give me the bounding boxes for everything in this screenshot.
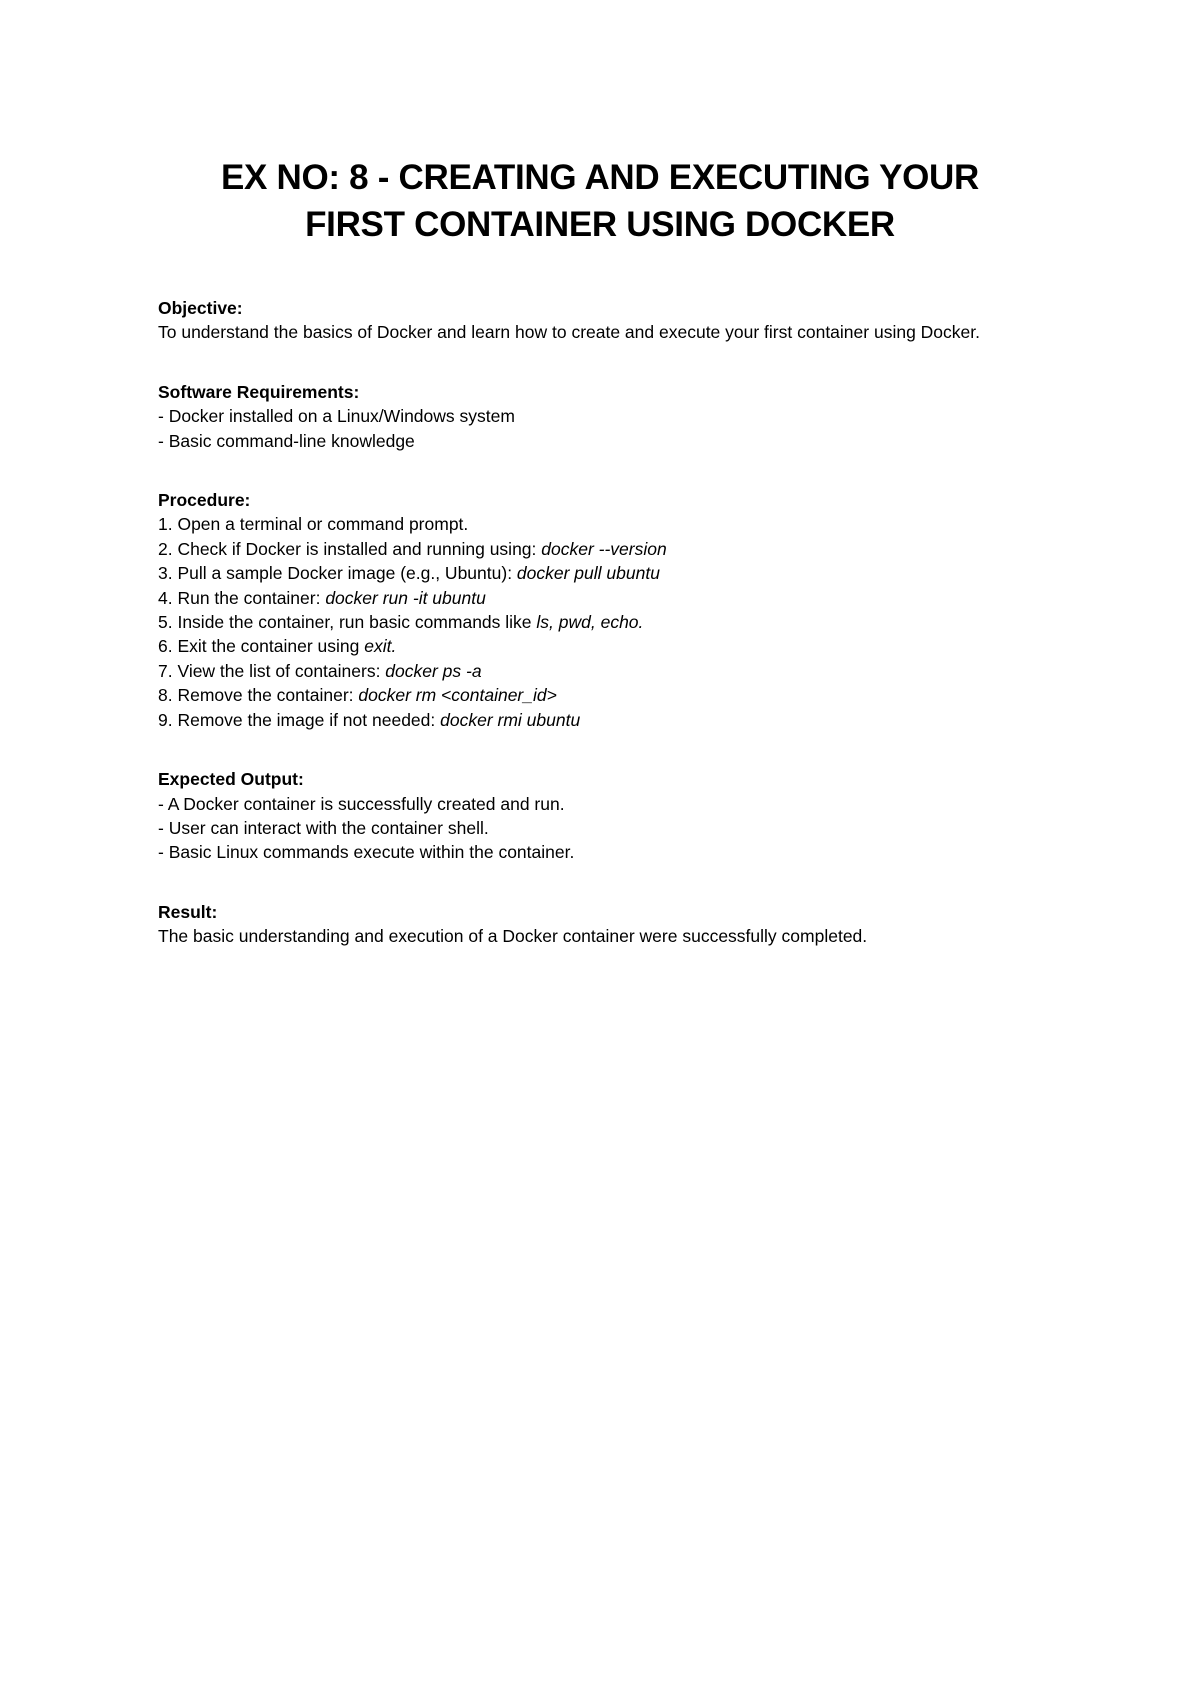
procedure-step-command: ls, pwd, echo. xyxy=(536,612,644,633)
expected-output-section xyxy=(158,767,1058,865)
software-requirement-item: - Basic command-line knowledge xyxy=(158,430,415,451)
software-requirements-heading: Software Requirements: xyxy=(158,381,360,402)
expected-output-item: - User can interact with the container shell. xyxy=(158,817,489,838)
procedure-step-text: 8. Remove the container: xyxy=(158,685,359,706)
procedure-step-text: 4. Run the container: xyxy=(158,587,326,608)
title-line-2: FIRST CONTAINER USING DOCKER xyxy=(305,205,895,244)
procedure-step-command: docker pull ubuntu xyxy=(516,563,660,584)
procedure-step-command: docker run -it ubuntu xyxy=(325,587,486,608)
objective-text: To understand the basics of Docker and learn how to create and execute your first container using Docker. xyxy=(158,322,980,343)
software-requirement-item: - Docker installed on a Linux/Windows system xyxy=(158,406,515,427)
procedure-step xyxy=(158,537,1058,561)
software-requirements-section xyxy=(158,380,1058,453)
objective-heading: Objective: xyxy=(158,298,243,318)
procedure-step xyxy=(158,634,1058,658)
procedure-step-command: docker rmi ubuntu xyxy=(440,709,581,730)
result-heading: Result: xyxy=(158,901,218,922)
procedure-step xyxy=(158,683,1058,707)
procedure-step xyxy=(158,659,1058,683)
expected-output-item: - Basic Linux commands execute within the container. xyxy=(158,842,575,863)
expected-output-item: - A Docker container is successfully created and run. xyxy=(158,793,565,814)
procedure-step xyxy=(158,561,1058,585)
procedure-step-text: 2. Check if Docker is installed and running using: xyxy=(158,538,542,559)
result-section xyxy=(158,900,1058,949)
result-text: The basic understanding and execution of a Docker container were successfully completed. xyxy=(158,926,868,947)
procedure-step-text: 6. Exit the container using xyxy=(158,636,365,657)
title-line-1: EX NO: 8 - CREATING AND EXECUTING YOUR xyxy=(220,158,980,197)
procedure-step xyxy=(158,512,1058,536)
document-body xyxy=(158,296,1058,984)
expected-output-heading: Expected Output: xyxy=(158,769,304,790)
procedure-section xyxy=(158,488,1058,732)
procedure-step-text: 3. Pull a sample Docker image (e.g., Ubuntu): xyxy=(158,563,517,584)
procedure-step xyxy=(158,586,1058,610)
procedure-step-text: 5. Inside the container, run basic commands like xyxy=(158,612,537,633)
document-title xyxy=(150,154,1050,248)
procedure-step-command: docker --version xyxy=(541,538,667,559)
procedure-step-text: 1. Open a terminal or command prompt. xyxy=(158,514,469,535)
procedure-step-command: docker rm <container_id> xyxy=(358,685,557,706)
procedure-heading: Procedure: xyxy=(158,490,251,511)
procedure-step xyxy=(158,708,1058,732)
procedure-step xyxy=(158,610,1058,634)
objective-section xyxy=(158,296,1058,345)
procedure-step-text: 9. Remove the image if not needed: xyxy=(158,709,441,730)
procedure-step-text: 7. View the list of containers: xyxy=(158,660,386,681)
procedure-step-command: exit. xyxy=(364,636,397,657)
procedure-step-command: docker ps -a xyxy=(385,660,482,681)
